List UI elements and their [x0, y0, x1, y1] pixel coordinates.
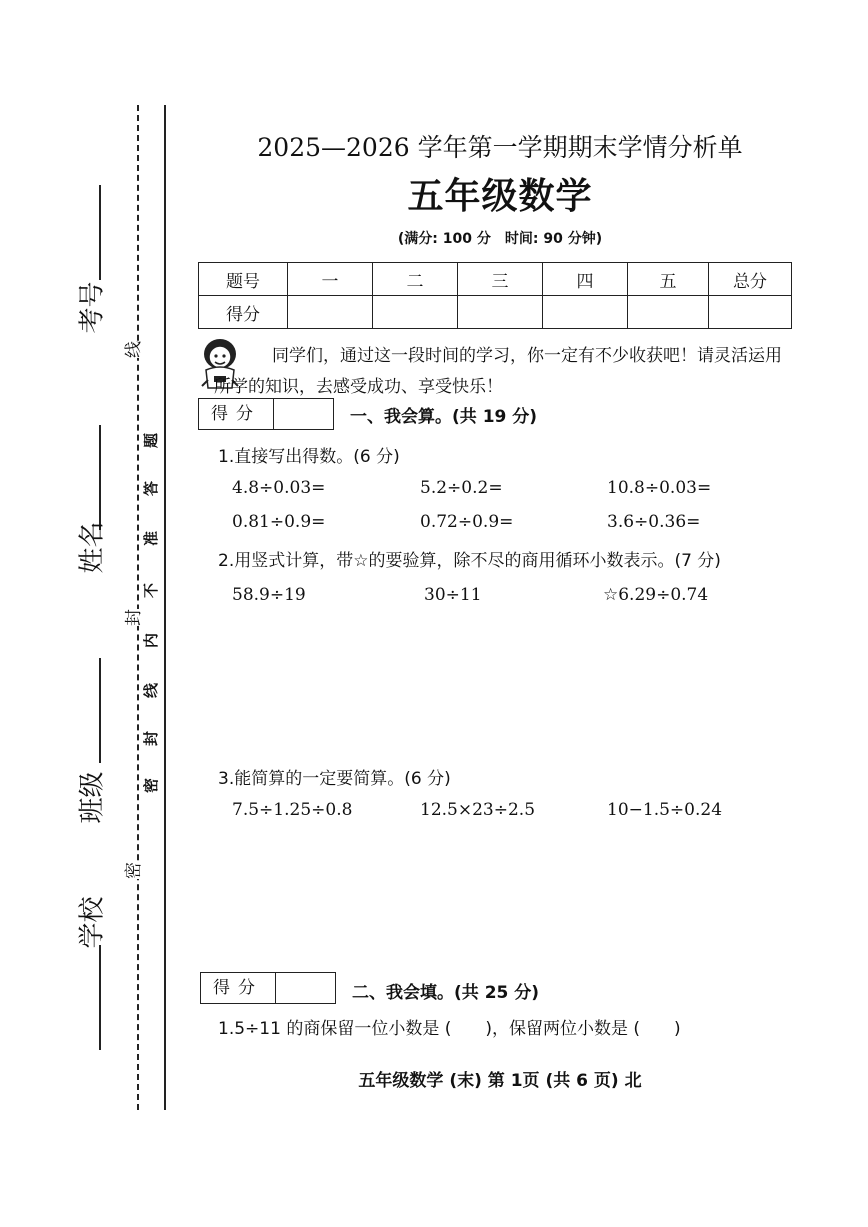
score-input-cell[interactable] — [628, 296, 709, 329]
table-cell: 三 — [458, 263, 543, 296]
score-table-header-row — [199, 263, 792, 296]
calc-item: ☆6.29÷0.74 — [603, 585, 709, 605]
notice-char: 封 — [142, 730, 161, 747]
subject-title: 五年级数学 — [407, 176, 593, 217]
calc-item: 30÷11 — [424, 585, 482, 605]
notice-char: 题 — [142, 432, 161, 449]
section2-score-box — [200, 972, 336, 1004]
class-label: 班级 — [77, 771, 108, 824]
notice-char: 准 — [142, 530, 161, 547]
binding-dashed-line — [137, 105, 139, 1110]
intro-line-1: 同学们，通过这一段时间的学习，你一定有不少收获吧！请灵活运用 — [272, 346, 782, 366]
table-cell: 四 — [543, 263, 628, 296]
binding-solid-line — [164, 105, 166, 1110]
calc-item: 3.6÷0.36= — [607, 512, 701, 532]
calc-item: 58.9÷19 — [232, 585, 306, 605]
q1-prompt: 1.直接写出得数。(6 分) — [218, 447, 400, 467]
section1-title: 一、我会算。(共 19 分) — [350, 407, 538, 427]
table-cell: 二 — [373, 263, 458, 296]
calc-item: 4.8÷0.03= — [232, 478, 326, 498]
score-input-cell[interactable] — [543, 296, 628, 329]
notice-char: 答 — [142, 480, 161, 497]
calc-item: 7.5÷1.25÷0.8 — [232, 800, 353, 820]
section2-title: 二、我会填。(共 25 分) — [352, 983, 540, 1003]
cut-mark-line: 线 — [119, 341, 144, 358]
score-table-score-row — [199, 296, 792, 329]
score-table — [198, 262, 792, 329]
score-input-cell[interactable] — [709, 296, 792, 329]
page-footer: 五年级数学 (末) 第 1页 (共 6 页) 北 — [358, 1071, 642, 1091]
notice-char: 密 — [142, 777, 161, 794]
calc-item: 0.81÷0.9= — [232, 512, 326, 532]
table-cell: 总分 — [709, 263, 792, 296]
score-box-input[interactable] — [274, 399, 333, 429]
cut-mark-secret: 密 — [119, 862, 144, 879]
exam-number-field[interactable] — [99, 185, 101, 280]
score-box-label: 得分 — [199, 399, 274, 429]
calc-item: 0.72÷0.9= — [420, 512, 514, 532]
q3-prompt: 3.能简算的一定要简算。(6 分) — [218, 769, 451, 789]
score-box-label: 得分 — [201, 973, 276, 1003]
section1-score-box — [198, 398, 334, 430]
score-input-cell[interactable] — [458, 296, 543, 329]
intro-line-2: 所学的知识，去感受成功、享受快乐！ — [214, 377, 503, 397]
fill-q1: 1.5÷11 的商保留一位小数是 ( )，保留两位小数是 ( ) — [218, 1019, 681, 1039]
school-field[interactable] — [99, 945, 101, 1050]
table-cell: 一 — [288, 263, 373, 296]
exam-number-label: 考号 — [77, 281, 108, 334]
calc-item: 10−1.5÷0.24 — [607, 800, 723, 820]
class-field[interactable] — [99, 658, 101, 763]
q2-prompt: 2.用竖式计算，带☆的要验算，除不尽的商用循环小数表示。(7 分) — [218, 551, 721, 571]
exam-title: 2025—2026 学年第一学期期末学情分析单 — [257, 133, 743, 162]
table-cell: 题号 — [199, 263, 288, 296]
calc-item: 12.5×23÷2.5 — [420, 800, 536, 820]
calc-item: 10.8÷0.03= — [607, 478, 712, 498]
calc-item: 5.2÷0.2= — [420, 478, 503, 498]
notice-char: 不 — [142, 582, 161, 599]
cut-mark-seal: 封 — [119, 609, 144, 626]
table-cell: 五 — [628, 263, 709, 296]
name-field[interactable] — [99, 425, 101, 530]
exam-meta: (满分: 100 分 时间: 90 分钟) — [397, 231, 603, 247]
notice-char: 线 — [142, 682, 161, 699]
score-box-input[interactable] — [276, 973, 335, 1003]
name-label: 姓名 — [77, 521, 108, 574]
notice-char: 内 — [142, 632, 161, 649]
table-cell: 得分 — [199, 296, 288, 329]
score-input-cell[interactable] — [373, 296, 458, 329]
school-label: 学校 — [77, 896, 108, 949]
score-input-cell[interactable] — [288, 296, 373, 329]
